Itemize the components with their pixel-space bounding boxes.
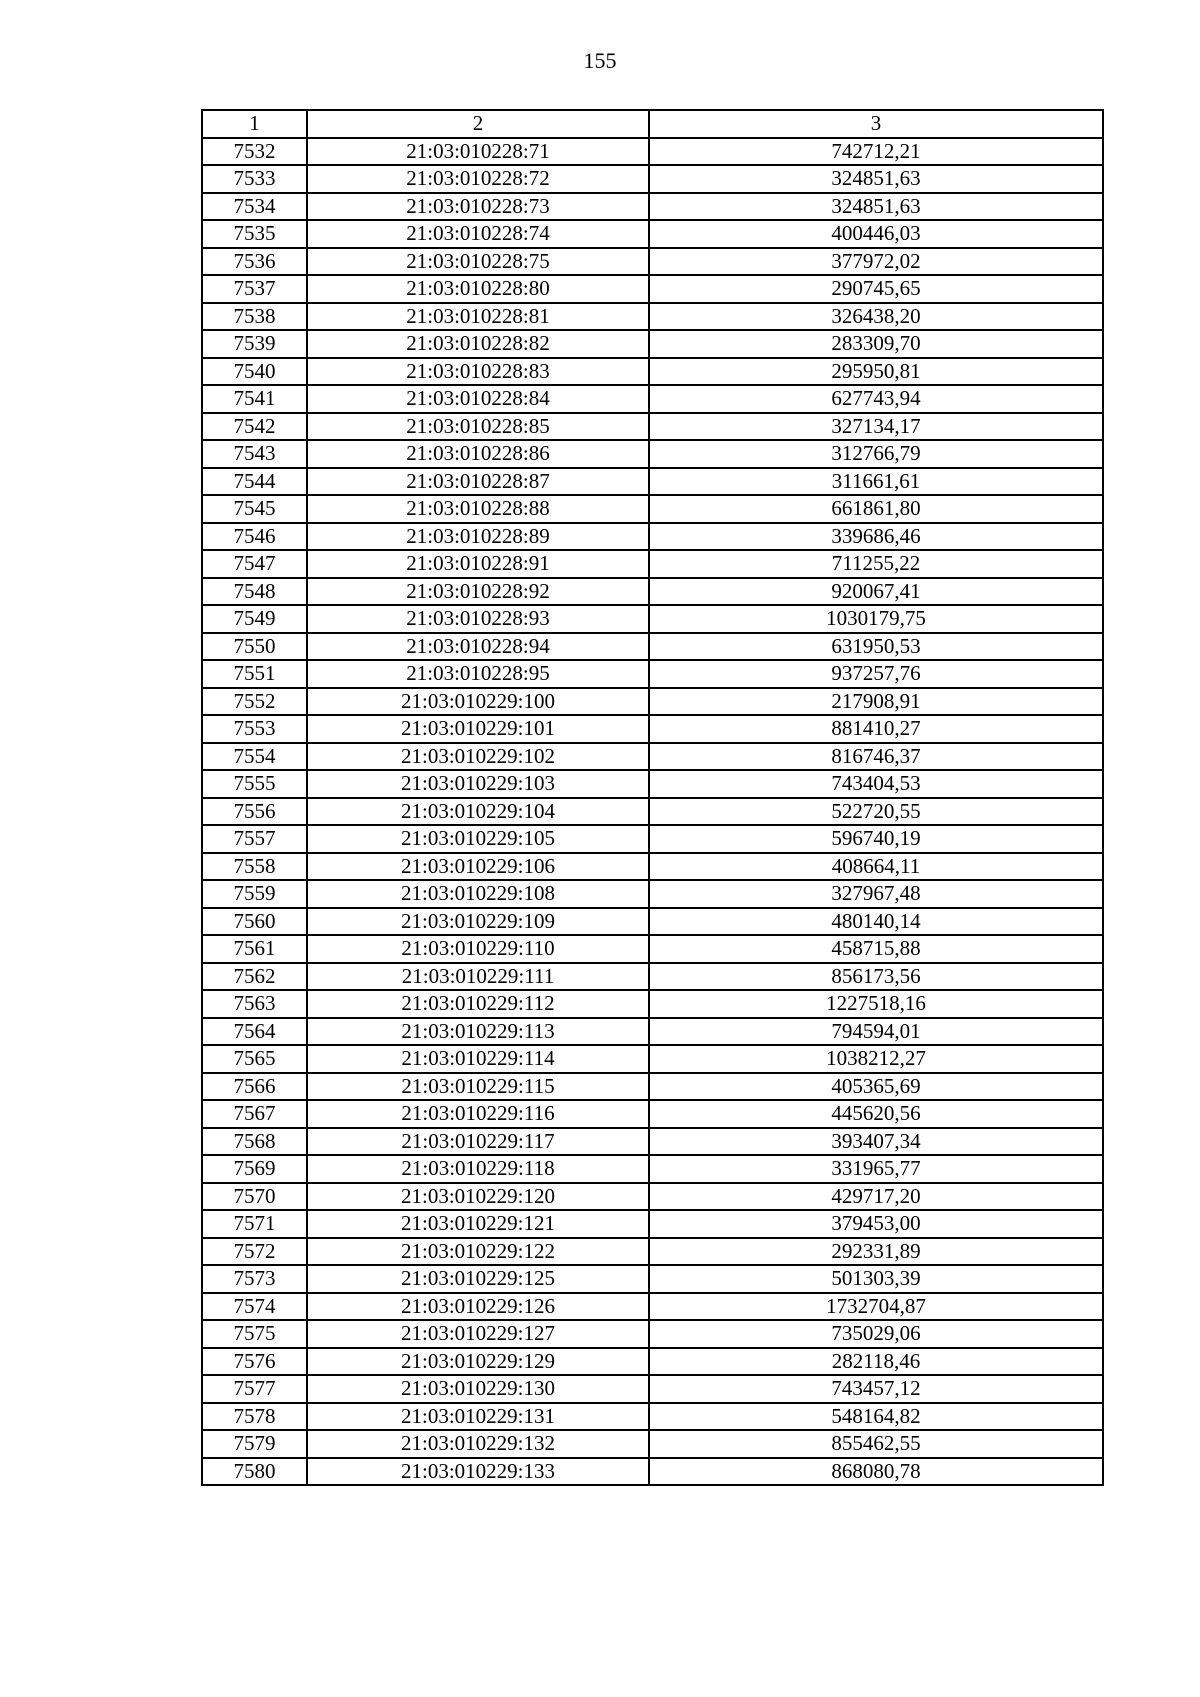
- cadastral-number-cell: 21:03:010228:88: [307, 495, 649, 523]
- value-cell: 661861,80: [649, 495, 1103, 523]
- cadastral-number-cell: 21:03:010228:83: [307, 358, 649, 386]
- table-row: [202, 495, 1103, 523]
- row-number-cell: 7555: [202, 770, 307, 798]
- row-number-cell: 7558: [202, 853, 307, 881]
- cadastral-number-cell: 21:03:010228:95: [307, 660, 649, 688]
- cadastral-number-cell: 21:03:010229:133: [307, 1458, 649, 1486]
- value-cell: 283309,70: [649, 330, 1103, 358]
- cadastral-number-cell: 21:03:010229:106: [307, 853, 649, 881]
- row-number-cell: 7540: [202, 358, 307, 386]
- row-number-cell: 7548: [202, 578, 307, 606]
- table-row: [202, 908, 1103, 936]
- table-row: [202, 330, 1103, 358]
- value-cell: 548164,82: [649, 1403, 1103, 1431]
- row-number-cell: 7572: [202, 1238, 307, 1266]
- value-cell: 311661,61: [649, 468, 1103, 496]
- value-cell: 217908,91: [649, 688, 1103, 716]
- table-row: [202, 550, 1103, 578]
- value-cell: 326438,20: [649, 303, 1103, 331]
- table-row: [202, 1265, 1103, 1293]
- cadastral-number-cell: 21:03:010228:92: [307, 578, 649, 606]
- value-cell: 480140,14: [649, 908, 1103, 936]
- page-number: 155: [583, 48, 617, 73]
- table-body: [202, 138, 1103, 1486]
- row-number-cell: 7573: [202, 1265, 307, 1293]
- row-number-cell: 7578: [202, 1403, 307, 1431]
- row-number-cell: 7562: [202, 963, 307, 991]
- value-cell: 400446,03: [649, 220, 1103, 248]
- value-cell: 743404,53: [649, 770, 1103, 798]
- table-row: [202, 1458, 1103, 1486]
- column-header-2: 2: [307, 110, 649, 138]
- row-number-cell: 7580: [202, 1458, 307, 1486]
- value-cell: 393407,34: [649, 1128, 1103, 1156]
- table-row: [202, 165, 1103, 193]
- cadastral-number-cell: 21:03:010229:110: [307, 935, 649, 963]
- row-number-cell: 7542: [202, 413, 307, 441]
- value-cell: 324851,63: [649, 165, 1103, 193]
- cadastral-number-cell: 21:03:010229:117: [307, 1128, 649, 1156]
- value-cell: 742712,21: [649, 138, 1103, 166]
- value-cell: 282118,46: [649, 1348, 1103, 1376]
- row-number-cell: 7574: [202, 1293, 307, 1321]
- table-row: [202, 935, 1103, 963]
- row-number-cell: 7537: [202, 275, 307, 303]
- row-number-cell: 7550: [202, 633, 307, 661]
- table-row: [202, 1073, 1103, 1101]
- row-number-cell: 7569: [202, 1155, 307, 1183]
- table-row: [202, 1238, 1103, 1266]
- value-cell: 735029,06: [649, 1320, 1103, 1348]
- table-row: [202, 303, 1103, 331]
- row-number-cell: 7538: [202, 303, 307, 331]
- table-row: [202, 660, 1103, 688]
- cadastral-number-cell: 21:03:010228:84: [307, 385, 649, 413]
- row-number-cell: 7534: [202, 193, 307, 221]
- table-row: [202, 633, 1103, 661]
- cadastral-number-cell: 21:03:010228:94: [307, 633, 649, 661]
- cadastral-number-cell: 21:03:010229:120: [307, 1183, 649, 1211]
- value-cell: 339686,46: [649, 523, 1103, 551]
- table-row: [202, 138, 1103, 166]
- cadastral-number-cell: 21:03:010229:109: [307, 908, 649, 936]
- column-header-3: 3: [649, 110, 1103, 138]
- table-row: [202, 990, 1103, 1018]
- cadastral-number-cell: 21:03:010228:93: [307, 605, 649, 633]
- value-cell: 856173,56: [649, 963, 1103, 991]
- table-row: [202, 1375, 1103, 1403]
- table-row: [202, 1320, 1103, 1348]
- row-number-cell: 7576: [202, 1348, 307, 1376]
- cadastral-number-cell: 21:03:010229:108: [307, 880, 649, 908]
- row-number-cell: 7570: [202, 1183, 307, 1211]
- row-number-cell: 7563: [202, 990, 307, 1018]
- table-header-row: [202, 110, 1103, 138]
- table-row: [202, 1210, 1103, 1238]
- value-cell: 855462,55: [649, 1430, 1103, 1458]
- cadastral-number-cell: 21:03:010229:111: [307, 963, 649, 991]
- row-number-cell: 7575: [202, 1320, 307, 1348]
- cadastral-number-cell: 21:03:010229:105: [307, 825, 649, 853]
- cadastral-number-cell: 21:03:010228:73: [307, 193, 649, 221]
- value-cell: 445620,56: [649, 1100, 1103, 1128]
- cadastral-number-cell: 21:03:010229:104: [307, 798, 649, 826]
- table-row: [202, 1183, 1103, 1211]
- table-row: [202, 1045, 1103, 1073]
- cadastral-number-cell: 21:03:010228:80: [307, 275, 649, 303]
- row-number-cell: 7541: [202, 385, 307, 413]
- cadastral-number-cell: 21:03:010228:75: [307, 248, 649, 276]
- value-cell: 1038212,27: [649, 1045, 1103, 1073]
- table-row: [202, 440, 1103, 468]
- row-number-cell: 7546: [202, 523, 307, 551]
- table-row: [202, 220, 1103, 248]
- row-number-cell: 7564: [202, 1018, 307, 1046]
- value-cell: 290745,65: [649, 275, 1103, 303]
- value-cell: 324851,63: [649, 193, 1103, 221]
- cadastral-number-cell: 21:03:010229:122: [307, 1238, 649, 1266]
- table-row: [202, 1100, 1103, 1128]
- table-row: [202, 605, 1103, 633]
- cadastral-number-cell: 21:03:010228:85: [307, 413, 649, 441]
- data-table: [201, 109, 1104, 1486]
- table-row: [202, 1430, 1103, 1458]
- cadastral-number-cell: 21:03:010229:129: [307, 1348, 649, 1376]
- row-number-cell: 7543: [202, 440, 307, 468]
- row-number-cell: 7556: [202, 798, 307, 826]
- cadastral-number-cell: 21:03:010229:126: [307, 1293, 649, 1321]
- value-cell: 327134,17: [649, 413, 1103, 441]
- cadastral-number-cell: 21:03:010228:74: [307, 220, 649, 248]
- table-row: [202, 963, 1103, 991]
- row-number-cell: 7536: [202, 248, 307, 276]
- table-row: [202, 1155, 1103, 1183]
- table-row: [202, 523, 1103, 551]
- table-row: [202, 1128, 1103, 1156]
- value-cell: 429717,20: [649, 1183, 1103, 1211]
- row-number-cell: 7553: [202, 715, 307, 743]
- cadastral-number-cell: 21:03:010228:86: [307, 440, 649, 468]
- column-header-1: 1: [202, 110, 307, 138]
- row-number-cell: 7567: [202, 1100, 307, 1128]
- table-row: [202, 385, 1103, 413]
- table-row: [202, 825, 1103, 853]
- value-cell: 596740,19: [649, 825, 1103, 853]
- value-cell: 522720,55: [649, 798, 1103, 826]
- cadastral-number-cell: 21:03:010229:132: [307, 1430, 649, 1458]
- value-cell: 501303,39: [649, 1265, 1103, 1293]
- cadastral-number-cell: 21:03:010229:125: [307, 1265, 649, 1293]
- table-row: [202, 798, 1103, 826]
- cadastral-number-cell: 21:03:010229:130: [307, 1375, 649, 1403]
- table-row: [202, 1293, 1103, 1321]
- value-cell: 711255,22: [649, 550, 1103, 578]
- table-row: [202, 358, 1103, 386]
- cadastral-number-cell: 21:03:010228:71: [307, 138, 649, 166]
- value-cell: 631950,53: [649, 633, 1103, 661]
- value-cell: 405365,69: [649, 1073, 1103, 1101]
- table-row: [202, 1403, 1103, 1431]
- cadastral-number-cell: 21:03:010229:101: [307, 715, 649, 743]
- cadastral-number-cell: 21:03:010229:118: [307, 1155, 649, 1183]
- row-number-cell: 7544: [202, 468, 307, 496]
- table-row: [202, 468, 1103, 496]
- row-number-cell: 7579: [202, 1430, 307, 1458]
- value-cell: 627743,94: [649, 385, 1103, 413]
- row-number-cell: 7560: [202, 908, 307, 936]
- row-number-cell: 7554: [202, 743, 307, 771]
- value-cell: 377972,02: [649, 248, 1103, 276]
- cadastral-number-cell: 21:03:010229:114: [307, 1045, 649, 1073]
- cadastral-number-cell: 21:03:010228:82: [307, 330, 649, 358]
- value-cell: 881410,27: [649, 715, 1103, 743]
- value-cell: 937257,76: [649, 660, 1103, 688]
- table-row: [202, 1348, 1103, 1376]
- table-row: [202, 688, 1103, 716]
- table-row: [202, 578, 1103, 606]
- cadastral-number-cell: 21:03:010229:116: [307, 1100, 649, 1128]
- row-number-cell: 7561: [202, 935, 307, 963]
- table-row: [202, 248, 1103, 276]
- value-cell: 379453,00: [649, 1210, 1103, 1238]
- value-cell: 327967,48: [649, 880, 1103, 908]
- cadastral-number-cell: 21:03:010228:72: [307, 165, 649, 193]
- value-cell: 312766,79: [649, 440, 1103, 468]
- value-cell: 331965,77: [649, 1155, 1103, 1183]
- table-row: [202, 275, 1103, 303]
- table-row: [202, 413, 1103, 441]
- cadastral-number-cell: 21:03:010229:100: [307, 688, 649, 716]
- cadastral-number-cell: 21:03:010228:89: [307, 523, 649, 551]
- value-cell: 868080,78: [649, 1458, 1103, 1486]
- value-cell: 292331,89: [649, 1238, 1103, 1266]
- table-row: [202, 1018, 1103, 1046]
- cadastral-number-cell: 21:03:010229:103: [307, 770, 649, 798]
- cadastral-number-cell: 21:03:010229:115: [307, 1073, 649, 1101]
- value-cell: 920067,41: [649, 578, 1103, 606]
- row-number-cell: 7559: [202, 880, 307, 908]
- value-cell: 1030179,75: [649, 605, 1103, 633]
- cadastral-number-cell: 21:03:010228:81: [307, 303, 649, 331]
- table-row: [202, 193, 1103, 221]
- row-number-cell: 7549: [202, 605, 307, 633]
- cadastral-number-cell: 21:03:010229:102: [307, 743, 649, 771]
- row-number-cell: 7533: [202, 165, 307, 193]
- value-cell: 408664,11: [649, 853, 1103, 881]
- table-row: [202, 853, 1103, 881]
- cadastral-number-cell: 21:03:010229:113: [307, 1018, 649, 1046]
- row-number-cell: 7545: [202, 495, 307, 523]
- row-number-cell: 7568: [202, 1128, 307, 1156]
- value-cell: 743457,12: [649, 1375, 1103, 1403]
- cadastral-number-cell: 21:03:010229:121: [307, 1210, 649, 1238]
- cadastral-number-cell: 21:03:010229:112: [307, 990, 649, 1018]
- row-number-cell: 7577: [202, 1375, 307, 1403]
- row-number-cell: 7565: [202, 1045, 307, 1073]
- value-cell: 295950,81: [649, 358, 1103, 386]
- row-number-cell: 7539: [202, 330, 307, 358]
- row-number-cell: 7535: [202, 220, 307, 248]
- value-cell: 1732704,87: [649, 1293, 1103, 1321]
- value-cell: 1227518,16: [649, 990, 1103, 1018]
- table-row: [202, 715, 1103, 743]
- table-row: [202, 743, 1103, 771]
- table-row: [202, 770, 1103, 798]
- row-number-cell: 7552: [202, 688, 307, 716]
- row-number-cell: 7566: [202, 1073, 307, 1101]
- cadastral-number-cell: 21:03:010229:127: [307, 1320, 649, 1348]
- row-number-cell: 7571: [202, 1210, 307, 1238]
- table-row: [202, 880, 1103, 908]
- row-number-cell: 7557: [202, 825, 307, 853]
- row-number-cell: 7532: [202, 138, 307, 166]
- value-cell: 458715,88: [649, 935, 1103, 963]
- value-cell: 816746,37: [649, 743, 1103, 771]
- value-cell: 794594,01: [649, 1018, 1103, 1046]
- cadastral-number-cell: 21:03:010228:87: [307, 468, 649, 496]
- row-number-cell: 7551: [202, 660, 307, 688]
- row-number-cell: 7547: [202, 550, 307, 578]
- cadastral-number-cell: 21:03:010229:131: [307, 1403, 649, 1431]
- cadastral-number-cell: 21:03:010228:91: [307, 550, 649, 578]
